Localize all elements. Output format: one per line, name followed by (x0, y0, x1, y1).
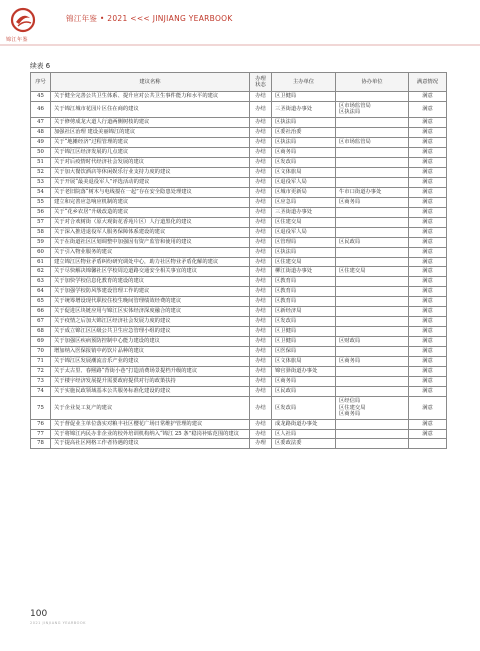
running-header: 锦江年鉴 • 2021 <<< JINJIANG YEARBOOK (66, 14, 233, 23)
row-number: 65 (31, 297, 51, 307)
proposal-name: 关于锦江区发展潮流音乐产业的建议 (51, 357, 250, 367)
lead-unit: 区执法局 (272, 247, 336, 257)
lead-unit: 区执法局 (272, 117, 336, 127)
satisfaction: 满意 (409, 357, 447, 367)
lead-unit: 三圣街道办事处 (272, 101, 336, 117)
co-unit: 区市场监管局 区执法局 (336, 101, 409, 117)
lead-unit: 区住建交局 (272, 257, 336, 267)
satisfaction: 满意 (409, 377, 447, 387)
lead-unit: 区商务局 (272, 147, 336, 157)
status: 办结 (250, 227, 272, 237)
satisfaction: 满意 (409, 137, 447, 147)
proposal-name: 关于疫情之后加大锦江区经济社会发展力度的建议 (51, 317, 250, 327)
satisfaction (409, 439, 447, 449)
col-header-proposal: 建议名称 (51, 73, 250, 92)
status: 办结 (250, 147, 272, 157)
status: 办结 (250, 117, 272, 127)
lead-unit: 区委社治委 (272, 127, 336, 137)
status: 办结 (250, 377, 272, 387)
proposal-name: 建立和完善应急响应机制的建议 (51, 197, 250, 207)
col-header-satisfaction: 满意情况 (409, 73, 447, 92)
col-header-co-unit: 协办单位 (336, 73, 409, 92)
satisfaction: 满意 (409, 147, 447, 157)
co-unit (336, 277, 409, 287)
table-row (31, 297, 447, 307)
table-row (31, 327, 447, 337)
proposal-name: 关于引入物业服务的建议 (51, 247, 250, 257)
co-unit (336, 429, 409, 439)
satisfaction: 满意 (409, 317, 447, 327)
status: 办结 (250, 177, 272, 187)
co-unit (336, 347, 409, 357)
status: 办结 (250, 317, 272, 327)
proposal-name: 关于锦江城市花园片区住在商的建议 (51, 101, 250, 117)
row-number: 49 (31, 137, 51, 147)
satisfaction: 满意 (409, 237, 447, 247)
table-row (31, 277, 447, 287)
row-number: 51 (31, 157, 51, 167)
table-row (31, 101, 447, 117)
proposal-name: 关于在街道社区区划调整中加强因有资产监管和使用的建议 (51, 237, 250, 247)
table-header-row (31, 73, 447, 92)
table-row (31, 247, 447, 257)
lead-unit: 区退役军人局 (272, 177, 336, 187)
satisfaction: 满意 (409, 327, 447, 337)
logo-text: 锦江年鉴 (6, 37, 29, 43)
table-row (31, 397, 447, 420)
proposal-name: 关于开展“最美退役军人”评选活动的建议 (51, 177, 250, 187)
col-header-lead-unit: 主办单位 (272, 73, 336, 92)
proposal-name: 关于尽快解决锦馨社区学校周边道路交通安全相关事宜的建议 (51, 267, 250, 277)
table-row (31, 157, 447, 167)
lead-unit: 区卫健局 (272, 337, 336, 347)
proposal-name: 关于老旧院落“树木与电线搅在一起”存在安全隐患处理建议 (51, 187, 250, 197)
co-unit: 区商务局 (336, 197, 409, 207)
row-number: 47 (31, 117, 51, 127)
satisfaction: 满意 (409, 257, 447, 267)
satisfaction: 满意 (409, 277, 447, 287)
table-row (31, 117, 447, 127)
co-unit (336, 419, 409, 429)
co-unit (336, 177, 409, 187)
satisfaction: 满意 (409, 227, 447, 237)
satisfaction: 满意 (409, 387, 447, 397)
co-unit (336, 227, 409, 237)
status: 办结 (250, 137, 272, 147)
co-unit (336, 307, 409, 317)
row-number: 57 (31, 217, 51, 227)
footer-text: 2021 JINJIANG YEARBOOK (30, 621, 86, 625)
row-number: 53 (31, 177, 51, 187)
satisfaction: 满意 (409, 197, 447, 207)
proposal-name: 关于“花乡农居”升级改造的建议 (51, 207, 250, 217)
lead-unit: 区管理局 (272, 237, 336, 247)
status: 办结 (250, 357, 272, 367)
satisfaction: 满意 (409, 127, 447, 137)
co-unit (336, 127, 409, 137)
lead-unit: 区执法局 (272, 137, 336, 147)
status: 办结 (250, 237, 272, 247)
co-unit (336, 117, 409, 127)
status: 办结 (250, 217, 272, 227)
status: 办结 (250, 92, 272, 102)
status: 办结 (250, 337, 272, 347)
lead-unit: 区新经济局 (272, 307, 336, 317)
status: 办结 (250, 367, 272, 377)
table-row (31, 187, 447, 197)
row-number: 54 (31, 187, 51, 197)
row-number: 55 (31, 197, 51, 207)
status: 办结 (250, 267, 272, 277)
co-unit (336, 367, 409, 377)
row-number: 70 (31, 347, 51, 357)
co-unit (336, 377, 409, 387)
row-number: 63 (31, 277, 51, 287)
status: 办结 (250, 419, 272, 429)
co-unit: 区住建交局 (336, 267, 409, 277)
proposal-name: 关于提高社区网格工作者待遇的建议 (51, 439, 250, 449)
co-unit (336, 327, 409, 337)
row-number: 62 (31, 267, 51, 277)
proposal-name: 关于太古里、春熙路“背街小巷”打造消费场景提档升级的建议 (51, 367, 250, 377)
lead-unit: 区卫健局 (272, 92, 336, 102)
status: 办结 (250, 347, 272, 357)
proposal-name: 关于实施民政领域基本公共服务标准化建设的建议 (51, 387, 250, 397)
table-row (31, 177, 447, 187)
proposal-name: 增加纳入医保报销中药饮片品种的建议 (51, 347, 250, 357)
proposal-name: 关于成立锦江区区级公共卫生应急管理小组的建议 (51, 327, 250, 337)
table-row (31, 217, 447, 227)
lead-unit: 区发改局 (272, 157, 336, 167)
row-number: 56 (31, 207, 51, 217)
status: 办结 (250, 287, 272, 297)
lead-unit: 区住建交局 (272, 217, 336, 227)
satisfaction: 满意 (409, 101, 447, 117)
co-unit (336, 157, 409, 167)
row-number: 64 (31, 287, 51, 297)
proposal-name: 建立锦江区物业矛盾纠纷研究调处中心，助力社区物业矛盾化解的建议 (51, 257, 250, 267)
status: 办结 (250, 297, 272, 307)
co-unit: 区财政局 (336, 337, 409, 347)
page-number: 100 (30, 609, 48, 619)
table-row (31, 377, 447, 387)
proposal-name: 关于加快学校信息化教育的建设的建议 (51, 277, 250, 287)
co-unit (336, 147, 409, 157)
proposal-name: 关于加强学校防风筝建设管理工作的建议 (51, 287, 250, 297)
proposal-table (30, 72, 447, 449)
proposal-name: 关于锦江区经济发展的几点建议 (51, 147, 250, 157)
satisfaction: 满意 (409, 307, 447, 317)
satisfaction: 满意 (409, 167, 447, 177)
co-unit (336, 287, 409, 297)
proposal-name: 加强社区治理 建设美丽锦江的建议 (51, 127, 250, 137)
table-row (31, 367, 447, 377)
table-row (31, 267, 447, 277)
satisfaction: 满意 (409, 207, 447, 217)
row-number: 45 (31, 92, 51, 102)
lead-unit: 区民政局 (272, 387, 336, 397)
proposal-name: 关于深入推进退役军人服务保障体系建设的建议 (51, 227, 250, 237)
row-number: 71 (31, 357, 51, 367)
table-row (31, 237, 447, 247)
lead-unit: 区人社局 (272, 429, 336, 439)
co-unit (336, 257, 409, 267)
col-header-number: 序号 (31, 73, 51, 92)
co-unit: 区经信局 区住建交局 区商务局 (336, 397, 409, 420)
satisfaction: 满意 (409, 177, 447, 187)
row-number: 60 (31, 247, 51, 257)
table-row (31, 347, 447, 357)
co-unit (336, 439, 409, 449)
status: 办结 (250, 157, 272, 167)
table-row (31, 387, 447, 397)
satisfaction: 满意 (409, 337, 447, 347)
lead-unit: 区文体旅局 (272, 357, 336, 367)
lead-unit: 成龙路街道办事处 (272, 419, 336, 429)
co-unit: 牛市口街道办事处 (336, 187, 409, 197)
row-number: 74 (31, 387, 51, 397)
satisfaction: 满意 (409, 397, 447, 420)
satisfaction: 满意 (409, 187, 447, 197)
table-row (31, 197, 447, 207)
table-row (31, 227, 447, 237)
row-number: 66 (31, 307, 51, 317)
satisfaction: 满意 (409, 429, 447, 439)
row-number: 58 (31, 227, 51, 237)
satisfaction: 满意 (409, 419, 447, 429)
satisfaction: 满意 (409, 217, 447, 227)
row-number: 48 (31, 127, 51, 137)
lead-unit: 区应急局 (272, 197, 336, 207)
satisfaction: 满意 (409, 157, 447, 167)
satisfaction: 满意 (409, 92, 447, 102)
proposal-name: 关于加大餐饮酒店等休闲娱乐行业支持力度的建议 (51, 167, 250, 177)
status: 办结 (250, 257, 272, 267)
status: 办结 (250, 197, 272, 207)
co-unit: 区民政局 (336, 237, 409, 247)
lead-unit: 区委政法委 (272, 439, 336, 449)
proposal-name: 关于“地摊经济”过程管理的建议 (51, 137, 250, 147)
row-number: 50 (31, 147, 51, 157)
row-number: 77 (31, 429, 51, 439)
co-unit (336, 387, 409, 397)
satisfaction: 满意 (409, 297, 447, 307)
proposal-name: 关于对合欢树街（原大观街花香苑片区）人行道黑化的建议 (51, 217, 250, 227)
lead-unit: 区发改局 (272, 397, 336, 420)
status: 办结 (250, 167, 272, 177)
co-unit (336, 297, 409, 307)
satisfaction: 满意 (409, 117, 447, 127)
status: 办结 (250, 429, 272, 439)
proposal-name: 关于将锦江内民办非企业的校外培训机构纳入“锦江 25 条”稳岗补贴范围的建议 (51, 429, 250, 439)
row-number: 69 (31, 337, 51, 347)
proposal-name: 关于促进区块链应用与锦江区实体经济深度融合的建议 (51, 307, 250, 317)
status: 办结 (250, 307, 272, 317)
table-row (31, 207, 447, 217)
co-unit: 区市场监管局 (336, 137, 409, 147)
lead-unit: 区商务局 (272, 377, 336, 387)
row-number: 52 (31, 167, 51, 177)
col-header-status: 办理 状态 (250, 73, 272, 92)
lead-unit: 区城市更新局 (272, 187, 336, 197)
status: 办结 (250, 101, 272, 117)
table-row (31, 439, 447, 449)
co-unit: 区商务局 (336, 357, 409, 367)
lead-unit: 区卫健局 (272, 327, 336, 337)
co-unit (336, 207, 409, 217)
lead-unit: 区医保局 (272, 347, 336, 357)
lead-unit: 区教育局 (272, 277, 336, 287)
satisfaction: 满意 (409, 287, 447, 297)
table-row (31, 429, 447, 439)
table-row (31, 287, 447, 297)
proposal-name: 关于修剪成龙大道人行道两侧树枝的建议 (51, 117, 250, 127)
table-body (31, 92, 447, 449)
status: 办理 (250, 439, 272, 449)
table-row (31, 337, 447, 347)
table-row (31, 317, 447, 327)
row-number: 75 (31, 397, 51, 420)
status: 办结 (250, 207, 272, 217)
lead-unit: 三圣街道办事处 (272, 207, 336, 217)
lead-unit: 区文体旅局 (272, 167, 336, 177)
proposal-name: 关于督促业主单位落实对粮丰社区樱花广场日常维护管理的建议 (51, 419, 250, 429)
header-divider (0, 44, 480, 46)
lead-unit: 区退役军人局 (272, 227, 336, 237)
row-number: 78 (31, 439, 51, 449)
page-header (0, 0, 480, 46)
row-number: 59 (31, 237, 51, 247)
proposal-name: 关于楼宇经济发展提升需要政府提供对行的政策扶持 (51, 377, 250, 387)
table-row (31, 357, 447, 367)
co-unit (336, 247, 409, 257)
co-unit (336, 167, 409, 177)
co-unit (336, 317, 409, 327)
lead-unit: 柳江街道办事处 (272, 267, 336, 277)
row-number: 73 (31, 377, 51, 387)
satisfaction: 满意 (409, 267, 447, 277)
lead-unit: 区教育局 (272, 297, 336, 307)
yearbook-logo (10, 6, 36, 38)
status: 办结 (250, 277, 272, 287)
table-row (31, 137, 447, 147)
satisfaction: 满意 (409, 367, 447, 377)
lead-unit: 锦官驿街道办事处 (272, 367, 336, 377)
status: 办结 (250, 387, 272, 397)
row-number: 46 (31, 101, 51, 117)
table-row (31, 167, 447, 177)
satisfaction: 满意 (409, 247, 447, 257)
row-number: 61 (31, 257, 51, 267)
row-number: 76 (31, 419, 51, 429)
status: 办结 (250, 327, 272, 337)
table-row (31, 92, 447, 102)
table-row (31, 257, 447, 267)
table-row (31, 127, 447, 137)
proposal-name: 关于加强区疾病预防控制中心能力建设的建议 (51, 337, 250, 347)
table-row (31, 147, 447, 157)
row-number: 68 (31, 327, 51, 337)
co-unit (336, 217, 409, 227)
status: 办结 (250, 187, 272, 197)
proposal-name: 关于健全完善公共卫生体系、提升应对公共卫生事件能力和水平的建议 (51, 92, 250, 102)
table-row (31, 307, 447, 317)
proposal-name: 关于统筹增设现代职校住校生晚间管理绩效经费的建议 (51, 297, 250, 307)
co-unit (336, 92, 409, 102)
table-row (31, 419, 447, 429)
proposal-name: 关于对后疫情时代经济社会发展的建议 (51, 157, 250, 167)
status: 办结 (250, 127, 272, 137)
lead-unit: 区发改局 (272, 317, 336, 327)
lead-unit: 区教育局 (272, 287, 336, 297)
proposal-name: 关于企业复工复产的建议 (51, 397, 250, 420)
row-number: 67 (31, 317, 51, 327)
status: 办结 (250, 247, 272, 257)
table-caption: 续表 6 (30, 62, 51, 70)
satisfaction: 满意 (409, 347, 447, 357)
row-number: 72 (31, 367, 51, 377)
status: 办结 (250, 397, 272, 420)
